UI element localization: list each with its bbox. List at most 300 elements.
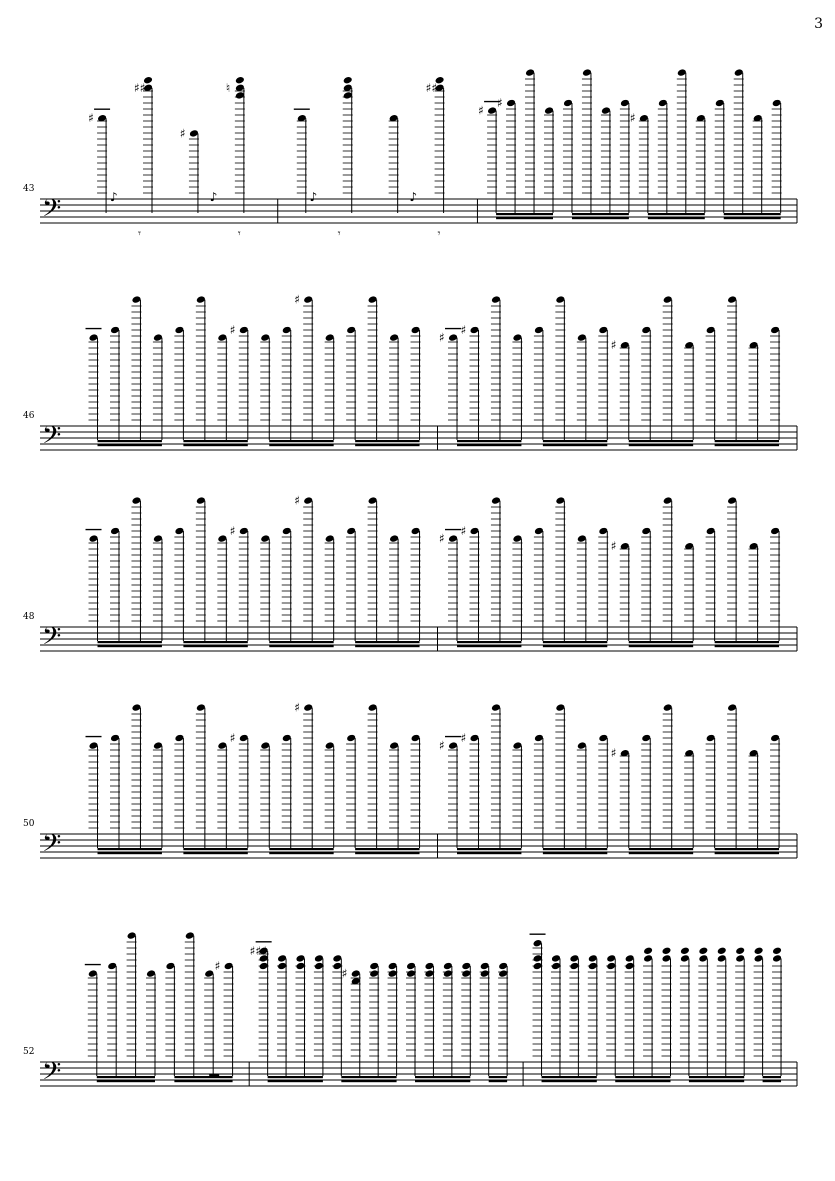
note-head <box>239 527 249 536</box>
note-head <box>680 947 690 956</box>
measure <box>439 703 780 854</box>
accidental: ♮ <box>225 80 231 95</box>
measure-number: 48 <box>23 612 35 622</box>
note-head <box>282 734 292 743</box>
measure <box>439 496 780 647</box>
beam <box>489 1080 507 1082</box>
beam <box>98 440 162 442</box>
note-head <box>641 734 651 743</box>
note-head <box>754 947 764 956</box>
bass-clef: 𝄢 <box>42 194 62 229</box>
beam <box>689 1076 744 1078</box>
note-head <box>735 954 745 963</box>
accidental: ♯♯ <box>425 80 438 95</box>
note-head <box>698 947 708 956</box>
note-head <box>346 326 356 335</box>
beam <box>543 645 607 647</box>
beam <box>715 852 779 854</box>
measure <box>86 494 421 648</box>
beam <box>615 1080 670 1082</box>
note-head <box>369 962 379 971</box>
accidental: ♯ <box>460 323 467 337</box>
measure <box>85 931 234 1082</box>
note-head <box>770 326 780 335</box>
page-number: 3 <box>814 16 823 32</box>
note-head <box>643 947 653 956</box>
beam <box>629 848 693 850</box>
beam <box>268 1076 323 1078</box>
note-head <box>606 962 616 971</box>
beam <box>648 217 705 219</box>
accidental: ♯ <box>179 126 186 141</box>
note-head <box>388 969 398 978</box>
note-head <box>217 534 227 543</box>
eighth-rest: 𝄾 <box>437 227 441 240</box>
note-head <box>165 962 175 971</box>
note-head <box>196 703 206 712</box>
note-head <box>343 76 353 85</box>
note-head <box>512 741 522 750</box>
measure <box>86 293 421 447</box>
beam <box>415 1080 470 1082</box>
note-head <box>107 962 117 971</box>
accidental: ♯♯♯ <box>249 943 268 958</box>
beam <box>496 217 553 219</box>
note-head <box>555 496 565 505</box>
note-head <box>277 954 287 963</box>
note-head <box>772 99 782 108</box>
measure-number: 52 <box>23 1047 35 1057</box>
note-head <box>389 333 399 342</box>
beam <box>629 641 693 643</box>
eighth-note: ♪ <box>209 190 218 204</box>
accidental: ♯ <box>610 539 617 554</box>
note-head <box>727 703 737 712</box>
beam <box>355 848 419 850</box>
note-head <box>443 962 453 971</box>
eighth-note: ♪ <box>109 190 118 204</box>
note-head <box>332 954 342 963</box>
note-head <box>146 969 156 978</box>
beam <box>629 852 693 854</box>
note-head <box>706 734 716 743</box>
note-head <box>325 741 335 750</box>
beam <box>629 444 693 446</box>
note-head <box>598 326 608 335</box>
note-head <box>388 962 398 971</box>
note-head <box>346 527 356 536</box>
beam <box>183 645 247 647</box>
note-head <box>235 76 245 85</box>
note-head <box>296 962 306 971</box>
system-4 <box>23 701 797 864</box>
note-head <box>282 527 292 536</box>
beam <box>572 217 629 219</box>
eighth-rest: 𝄾 <box>237 227 241 240</box>
beam <box>174 1080 232 1082</box>
beam <box>97 1080 155 1082</box>
note-head <box>411 734 421 743</box>
note-head <box>411 527 421 536</box>
note-head <box>259 962 269 971</box>
beam <box>269 641 333 643</box>
note-head <box>770 527 780 536</box>
note-head <box>662 954 672 963</box>
bass-clef: 𝄢 <box>42 829 62 864</box>
accidental: ♯ <box>439 531 445 546</box>
accidental: ♯ <box>439 330 445 345</box>
note-head <box>260 333 270 342</box>
note-head <box>351 969 361 978</box>
accidental: ♯ <box>229 524 236 538</box>
beam <box>543 641 607 643</box>
beam <box>629 645 693 647</box>
note-head <box>735 947 745 956</box>
note-head <box>506 99 516 108</box>
note-head <box>189 129 199 138</box>
accidental: ♯ <box>341 966 348 981</box>
accidental: ♯ <box>439 738 445 753</box>
beam <box>715 440 779 442</box>
system-3 <box>23 494 797 657</box>
note-head <box>598 527 608 536</box>
note-head <box>224 962 234 971</box>
beam <box>183 444 247 446</box>
beam <box>341 1080 396 1082</box>
note-head <box>698 954 708 963</box>
note-head <box>260 741 270 750</box>
beam <box>715 645 779 647</box>
beam <box>355 444 419 446</box>
beam <box>98 444 162 446</box>
beam <box>542 1080 597 1082</box>
beam <box>543 848 607 850</box>
beam <box>457 645 521 647</box>
note-head <box>110 527 120 536</box>
system-1 <box>23 68 797 240</box>
note-head <box>727 295 737 304</box>
note-head <box>663 496 673 505</box>
note-head <box>544 106 554 115</box>
note-head <box>389 741 399 750</box>
note-head <box>658 99 668 108</box>
beam <box>415 1076 470 1078</box>
accidental: ♯ <box>610 338 617 353</box>
note-head <box>588 962 598 971</box>
beam <box>457 848 521 850</box>
accidental: ♯ <box>214 959 221 973</box>
note-head <box>153 534 163 543</box>
accidental: ♯♯ <box>134 80 146 95</box>
note-head <box>470 527 480 536</box>
note-head <box>303 295 313 304</box>
beam <box>457 440 521 442</box>
note-head <box>582 68 592 77</box>
measure <box>294 76 445 240</box>
note-head <box>282 326 292 335</box>
note-head <box>512 534 522 543</box>
note-head <box>555 295 565 304</box>
note-head <box>717 947 727 956</box>
note-head <box>641 326 651 335</box>
beam <box>269 440 333 442</box>
note-head <box>662 947 672 956</box>
note-head <box>443 969 453 978</box>
note-head <box>131 703 141 712</box>
note-head <box>239 326 249 335</box>
note-head <box>534 326 544 335</box>
note-head <box>598 734 608 743</box>
beam <box>763 1080 781 1082</box>
beam <box>543 852 607 854</box>
beam <box>183 440 247 442</box>
note-head <box>706 326 716 335</box>
beam <box>269 645 333 647</box>
note-head <box>110 326 120 335</box>
note-head <box>448 741 458 750</box>
note-head <box>569 962 579 971</box>
accidental: ♯ <box>229 323 236 337</box>
accidental: ♯ <box>88 111 94 126</box>
note-head <box>512 333 522 342</box>
note-head <box>677 68 687 77</box>
note-head <box>174 734 184 743</box>
beam <box>648 213 705 215</box>
note-head <box>368 295 378 304</box>
note-head <box>89 534 99 543</box>
note-head <box>448 333 458 342</box>
beam <box>97 1076 155 1078</box>
note-head <box>470 326 480 335</box>
beam <box>269 444 333 446</box>
note-head <box>470 734 480 743</box>
beam <box>724 217 781 219</box>
note-head <box>346 734 356 743</box>
beam <box>355 641 419 643</box>
beam <box>615 1076 670 1078</box>
note-head <box>641 527 651 536</box>
note-head <box>534 527 544 536</box>
beam <box>689 1080 744 1082</box>
beam <box>724 213 781 215</box>
note-head <box>260 534 270 543</box>
note-head <box>235 91 245 100</box>
note-head <box>110 734 120 743</box>
note-head <box>555 703 565 712</box>
note-head <box>368 703 378 712</box>
note-head <box>606 954 616 963</box>
note-head <box>577 741 587 750</box>
measure <box>86 701 421 855</box>
note-head <box>131 295 141 304</box>
system-2 <box>23 293 797 456</box>
beam <box>543 440 607 442</box>
note-head <box>196 295 206 304</box>
note-head <box>406 969 416 978</box>
beam <box>98 852 162 854</box>
note-head <box>448 534 458 543</box>
note-head <box>424 962 434 971</box>
note-head <box>88 969 98 978</box>
note-head <box>491 496 501 505</box>
note-head <box>717 954 727 963</box>
note-head <box>643 954 653 963</box>
note-head <box>89 333 99 342</box>
beam <box>341 1076 396 1078</box>
beam <box>457 641 521 643</box>
bass-clef: 𝄢 <box>42 421 62 456</box>
note-head <box>461 962 471 971</box>
note-head <box>127 931 137 940</box>
beam <box>763 1076 781 1078</box>
note-head <box>480 962 490 971</box>
beam <box>629 440 693 442</box>
note-head <box>491 295 501 304</box>
note-head <box>461 969 471 978</box>
note-head <box>533 962 543 971</box>
note-head <box>620 99 630 108</box>
note-head <box>185 931 195 940</box>
note-head <box>368 496 378 505</box>
eighth-note: ♪ <box>409 190 418 204</box>
accidental: ♯ <box>294 700 301 715</box>
beam <box>98 645 162 647</box>
note-head <box>487 106 497 115</box>
beam <box>496 213 553 215</box>
note-head <box>89 741 99 750</box>
note-head <box>601 106 611 115</box>
note-head <box>389 534 399 543</box>
note-head <box>577 333 587 342</box>
beam <box>355 645 419 647</box>
beam <box>572 213 629 215</box>
note-head <box>625 954 635 963</box>
note-head <box>498 962 508 971</box>
accidental: ♯ <box>460 731 467 745</box>
note-head <box>534 734 544 743</box>
note-head <box>569 954 579 963</box>
note-head <box>196 496 206 505</box>
measure <box>478 68 782 219</box>
measure <box>439 295 780 446</box>
note-head <box>525 68 535 77</box>
note-head <box>772 947 782 956</box>
eighth-rest: 𝄾 <box>137 227 141 240</box>
note-head <box>204 969 214 978</box>
note-head <box>314 954 324 963</box>
beam <box>489 1076 507 1078</box>
measure <box>530 934 782 1082</box>
beam <box>98 848 162 850</box>
measure-number: 43 <box>23 184 35 194</box>
note-head <box>480 969 490 978</box>
beam <box>269 848 333 850</box>
note-head <box>588 954 598 963</box>
beam <box>183 848 247 850</box>
note-head <box>498 969 508 978</box>
measure <box>250 942 508 1082</box>
note-head <box>153 333 163 342</box>
note-head <box>533 939 543 948</box>
beam <box>268 1080 323 1082</box>
accidental: ♯ <box>629 111 636 126</box>
note-head <box>277 962 287 971</box>
accidental: ♯ <box>460 524 467 538</box>
note-head <box>727 496 737 505</box>
accidental: ♯ <box>294 493 301 508</box>
accidental: ♯ <box>478 103 484 118</box>
note-head <box>217 741 227 750</box>
beam <box>715 848 779 850</box>
note-head <box>369 969 379 978</box>
note-head <box>153 741 163 750</box>
note-head <box>625 962 635 971</box>
beam <box>183 852 247 854</box>
note-head <box>754 954 764 963</box>
note-head <box>325 333 335 342</box>
beam <box>183 641 247 643</box>
note-head <box>680 954 690 963</box>
note-head <box>577 534 587 543</box>
accidental: ♯ <box>294 292 301 307</box>
note-head <box>563 99 573 108</box>
system-5 <box>23 931 797 1092</box>
note-head <box>325 534 335 543</box>
note-head <box>770 734 780 743</box>
note-head <box>303 496 313 505</box>
note-head <box>551 954 561 963</box>
beam <box>543 444 607 446</box>
note-head <box>174 326 184 335</box>
beam <box>542 1076 597 1078</box>
beam <box>98 641 162 643</box>
beam <box>715 641 779 643</box>
note-head <box>772 954 782 963</box>
eighth-rest: 𝄾 <box>337 227 341 240</box>
measure <box>88 76 245 240</box>
measure-number: 50 <box>23 819 35 829</box>
note-head <box>663 295 673 304</box>
accidental: ♯ <box>229 731 236 745</box>
note-head <box>406 962 416 971</box>
note-head <box>706 527 716 536</box>
eighth-note: ♪ <box>309 190 318 204</box>
bass-clef: 𝄢 <box>42 1057 62 1092</box>
beam <box>715 444 779 446</box>
note-head <box>217 333 227 342</box>
note-head <box>411 326 421 335</box>
note-head <box>424 969 434 978</box>
note-head <box>734 68 744 77</box>
note-head <box>551 962 561 971</box>
note-head <box>533 954 543 963</box>
beam <box>269 852 333 854</box>
accidental: ♯ <box>610 746 617 761</box>
beam <box>174 1076 232 1078</box>
half-rest <box>209 1074 219 1077</box>
note-head <box>663 703 673 712</box>
measure-number: 46 <box>23 411 35 421</box>
note-head <box>303 703 313 712</box>
note-head <box>715 99 725 108</box>
note-head <box>174 527 184 536</box>
beam <box>457 444 521 446</box>
accidental: ♯ <box>497 96 503 110</box>
beam <box>355 440 419 442</box>
note-head <box>343 91 353 100</box>
note-head <box>491 703 501 712</box>
note-head <box>314 962 324 971</box>
